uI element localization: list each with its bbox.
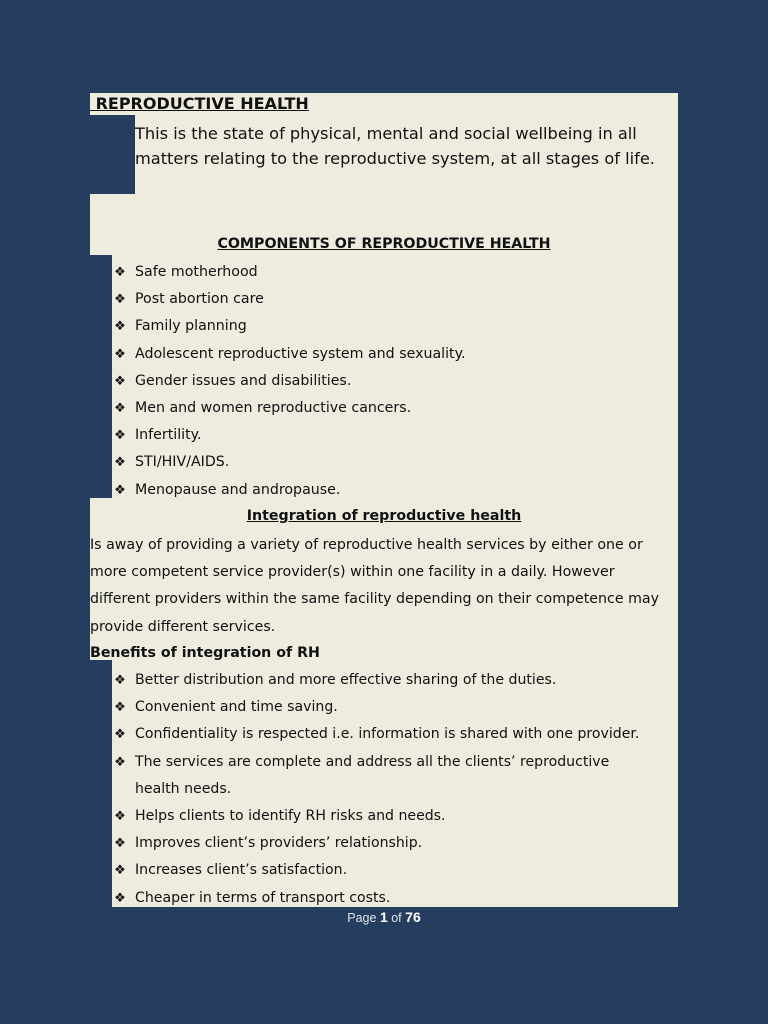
diamond-bullet-icon: ❖ bbox=[114, 809, 126, 825]
diamond-bullet-icon: ❖ bbox=[114, 836, 126, 852]
margin-cutout bbox=[90, 255, 112, 498]
diamond-bullet-icon: ❖ bbox=[114, 373, 126, 389]
benefits-list bbox=[112, 667, 655, 912]
document-page bbox=[90, 93, 678, 907]
intro-paragraph: This is the state of physical, mental and social wellbeing in all matters relating to the reproductive system, at all stages of life. bbox=[135, 124, 655, 168]
components-list bbox=[112, 259, 465, 504]
list-item: ❖ Improves client’s providers’ relationship. bbox=[112, 830, 655, 857]
list-item: ❖ Menopause and andropause. bbox=[112, 477, 465, 504]
diamond-bullet-icon: ❖ bbox=[114, 401, 126, 417]
margin-cutout bbox=[90, 115, 135, 194]
page-indicator bbox=[0, 909, 768, 925]
list-item: ❖ Post abortion care bbox=[112, 286, 465, 313]
list-item: ❖ Safe motherhood bbox=[112, 259, 465, 286]
diamond-bullet-icon: ❖ bbox=[114, 482, 126, 498]
margin-cutout bbox=[90, 660, 112, 907]
list-item: ❖ STI/HIV/AIDS. bbox=[112, 449, 465, 476]
diamond-bullet-icon: ❖ bbox=[114, 727, 126, 743]
list-item: ❖ Increases client’s satisfaction. bbox=[112, 857, 655, 884]
list-item: ❖ Convenient and time saving. bbox=[112, 694, 655, 721]
list-item: ❖ Cheaper in terms of transport costs. bbox=[112, 885, 655, 912]
list-item: ❖ Adolescent reproductive system and sexuality. bbox=[112, 341, 465, 368]
diamond-bullet-icon: ❖ bbox=[114, 292, 126, 308]
benefits-heading: Benefits of integration of RH bbox=[90, 645, 320, 661]
components-heading: COMPONENTS OF REPRODUCTIVE HEALTH bbox=[217, 236, 551, 252]
of-label: of bbox=[391, 911, 402, 925]
diamond-bullet-icon: ❖ bbox=[114, 455, 126, 471]
page-label: Page bbox=[347, 911, 377, 925]
diamond-bullet-icon: ❖ bbox=[114, 265, 126, 280]
list-item: ❖ Helps clients to identify RH risks and needs. bbox=[112, 803, 655, 830]
total-pages: 76 bbox=[405, 909, 421, 925]
list-item: ❖ The services are complete and address all the clients’ reproductive health needs. bbox=[112, 749, 655, 803]
list-item: ❖ Men and women reproductive cancers. bbox=[112, 395, 465, 422]
diamond-bullet-icon: ❖ bbox=[114, 346, 126, 362]
list-item: ❖ Better distribution and more effective sharing of the duties. bbox=[112, 667, 655, 694]
diamond-bullet-icon: ❖ bbox=[114, 319, 126, 335]
diamond-bullet-icon: ❖ bbox=[114, 754, 126, 770]
integration-heading: Integration of reproductive health bbox=[246, 508, 522, 524]
diamond-bullet-icon: ❖ bbox=[114, 428, 126, 444]
list-item: ❖ Infertility. bbox=[112, 422, 465, 449]
diamond-bullet-icon: ❖ bbox=[114, 890, 126, 906]
integration-paragraph: Is away of providing a variety of reproductive health services by either one or more competent service provider(s) within one facility in a daily. However different providers within the same facility depending on their competence may provide different services. bbox=[90, 537, 659, 635]
list-item: ❖ Confidentiality is respected i.e. information is shared with one provider. bbox=[112, 721, 655, 748]
current-page-number: 1 bbox=[379, 909, 388, 925]
diamond-bullet-icon: ❖ bbox=[114, 700, 126, 716]
list-item: ❖ Gender issues and disabilities. bbox=[112, 368, 465, 395]
diamond-bullet-icon: ❖ bbox=[114, 863, 126, 879]
list-item: ❖ Family planning bbox=[112, 313, 465, 340]
document-title: REPRODUCTIVE HEALTH bbox=[90, 94, 309, 113]
diamond-bullet-icon: ❖ bbox=[114, 673, 126, 688]
